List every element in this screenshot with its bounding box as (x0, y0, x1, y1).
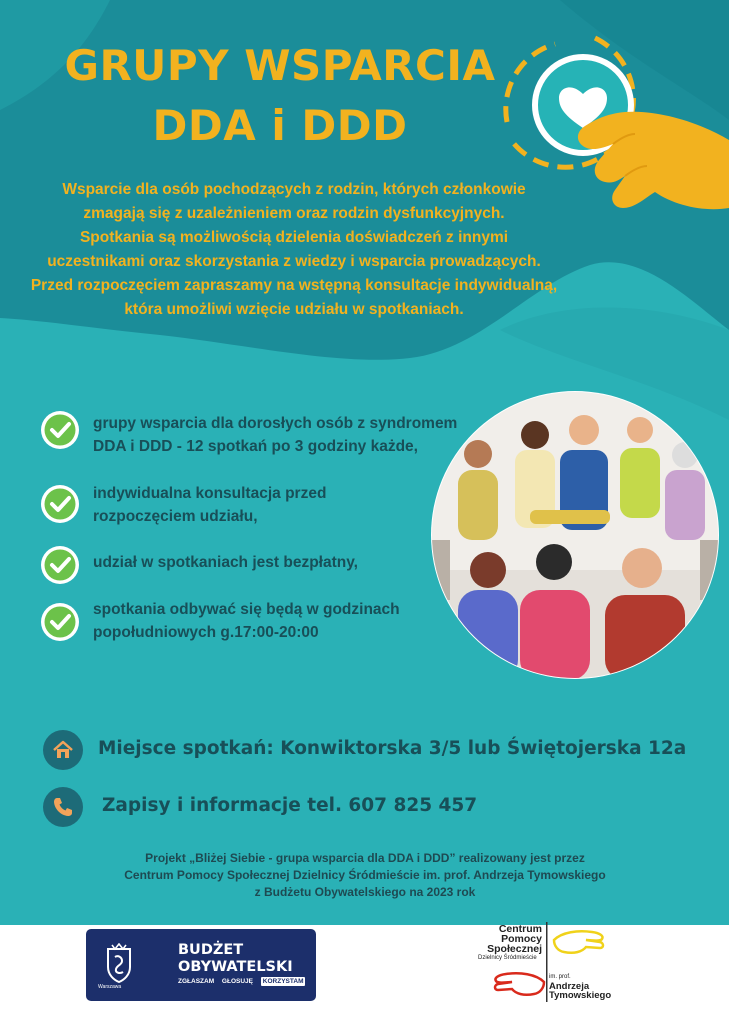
bo-city-label: Warszawa (98, 984, 122, 990)
intro-line: uczestnikami oraz skorzystania z wiedzy i wsparcia prowadzących. (47, 253, 541, 270)
bo-tag: ZGŁASZAM (178, 978, 215, 985)
benefit-text: DDA i DDD - 12 spotkań po 3 godziny każde, (93, 438, 418, 455)
benefit-item (93, 482, 473, 528)
cps-name-line: Społecznej (487, 943, 542, 955)
page-title-line-2: DDA i DDD (152, 101, 408, 150)
bo-tag: GŁOSUJĘ (221, 978, 253, 985)
benefit-item (93, 598, 473, 644)
intro-line: zmagają się z uzależnieniem oraz rodzin dysfunkcyjnych. (83, 205, 505, 222)
benefit-item (93, 551, 473, 574)
footnote-line: Projekt „Bliżej Siebie - grupa wsparcia dla DDA i DDD” realizowany jest przez (145, 851, 585, 865)
page-title-line-1: GRUPY WSPARCIA (64, 41, 496, 90)
cps-name-line: Pomocy (501, 933, 542, 945)
benefit-text: indywidualna konsultacja przed (93, 485, 327, 502)
phone-icon (43, 787, 83, 827)
cps-patron-surname: Tymowskiego (549, 990, 612, 1001)
cps-patron-name: Andrzeja (549, 981, 590, 992)
benefit-text: grupy wsparcia dla dorosłych osób z syndromem (93, 415, 458, 432)
bo-title-line-2: OBYWATELSKI (178, 959, 293, 975)
home-icon (43, 730, 83, 770)
checkmark-icon (40, 602, 80, 642)
checkmark-icon (40, 410, 80, 450)
footnote-line: Centrum Pomocy Społecznej Dzielnicy Śródmieście im. prof. Andrzeja Tymowskiego (124, 868, 606, 882)
red-hand-icon (492, 966, 546, 1000)
cps-name-line: Centrum (498, 923, 542, 935)
cps-district: Dzielnicy Śródmieście (478, 955, 537, 961)
intro-line: Spotkania są możliwością dzielenia doświadczeń z innymi (79, 229, 509, 246)
bo-tagline (178, 978, 311, 985)
benefit-text: udział w spotkaniach jest bezpłatny, (93, 554, 358, 571)
benefit-item (93, 412, 473, 458)
warsaw-crest-icon (102, 943, 136, 983)
footnote-line: z Budżetu Obywatelskiego na 2023 rok (254, 885, 476, 899)
support-group-illustration (430, 390, 720, 680)
budzet-obywatelski-logo (86, 929, 316, 1001)
bo-tag: KORZYSTAM (262, 978, 304, 985)
intro-line: Wsparcie dla osób pochodzących z rodzin, których członkowie (62, 181, 526, 198)
benefit-text: rozpoczęciem udziału, (93, 508, 258, 525)
intro-paragraph (20, 178, 568, 322)
checkmark-icon (40, 545, 80, 585)
intro-line: Przed rozpoczęciem zapraszamy na wstępną konsultacje indywidualną, (30, 277, 558, 294)
project-footnote (60, 850, 670, 901)
intro-line: która umożliwi wzięcie udziału w spotkaniach. (124, 301, 464, 318)
yellow-hand-icon (552, 926, 608, 956)
contact-phone: Zapisy i informacje tel. 607 825 457 (102, 795, 478, 816)
benefit-text: popołudniowych g.17:00-20:00 (93, 624, 319, 641)
checkmark-icon (40, 484, 80, 524)
meeting-location: Miejsce spotkań: Konwiktorska 3/5 lub Świętojerska 12a (98, 738, 687, 759)
benefit-text: spotkania odbywać się będą w godzinach (93, 601, 400, 618)
bo-title-line-1: BUDŻET (178, 942, 244, 958)
cps-divider (546, 922, 548, 1002)
cps-logo (478, 922, 620, 1004)
cps-title-prefix: im. prof. (549, 974, 571, 980)
